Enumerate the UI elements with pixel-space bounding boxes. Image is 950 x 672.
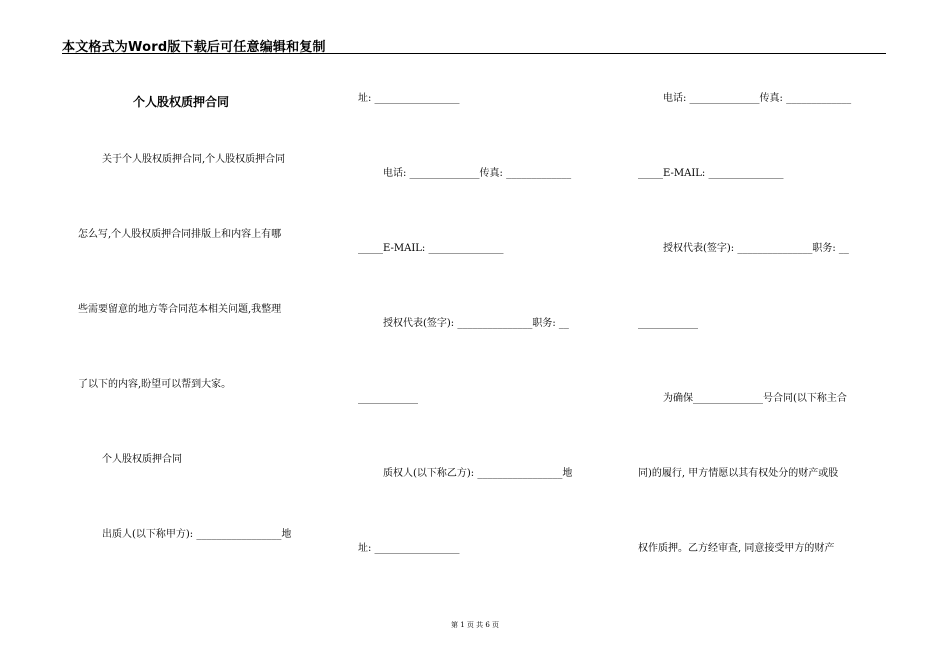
paragraph-line: 同)的履行, 甲方情愿以其有权处分的财产或股 bbox=[638, 468, 839, 479]
phone-fax-line: 电话: ______________传真: _____________ bbox=[663, 93, 852, 104]
paragraph-line: 出质人(以下称甲方): _________________地 bbox=[102, 529, 292, 540]
email-line: _____E-MAIL: _______________ bbox=[638, 168, 784, 179]
paragraph-line: 了以下的内容,盼望可以帮到大家。 bbox=[78, 379, 232, 390]
blank-line: ____________ bbox=[358, 393, 418, 404]
pledgee-line: 质权人(以下称乙方): _________________地 bbox=[383, 468, 573, 479]
paragraph-line: 关于个人股权质押合同,个人股权质押合同 bbox=[102, 154, 286, 165]
paragraph-line: 些需要留意的地方等合同范本相关问题,我整理 bbox=[78, 304, 282, 315]
paragraph-line: 为确保______________号合同(以下称主合 bbox=[663, 393, 847, 404]
address-line: 址: _________________ bbox=[358, 543, 460, 554]
signature-line: 授权代表(签字): _______________职务: __ bbox=[663, 243, 849, 254]
page-number: 第 1 页 共 6 页 bbox=[450, 621, 500, 629]
document-title: 个人股权质押合同 bbox=[133, 95, 230, 109]
blank-line: ____________ bbox=[638, 318, 698, 329]
page-header bbox=[62, 34, 886, 54]
paragraph-line: 怎么写,个人股权质押合同排版上和内容上有哪 bbox=[78, 229, 282, 240]
phone-fax-line: 电话: ______________传真: _____________ bbox=[383, 168, 572, 179]
signature-line: 授权代表(签字): _______________职务: __ bbox=[383, 318, 569, 329]
address-line: 址: _________________ bbox=[358, 93, 460, 104]
section-heading: 个人股权质押合同 bbox=[102, 454, 182, 465]
email-line: _____E-MAIL: _______________ bbox=[358, 243, 504, 254]
header-text: 本文格式为Word版下载后可任意编辑和复制 bbox=[62, 40, 326, 55]
paragraph-line: 权作质押。乙方经审查, 同意接受甲方的财产 bbox=[638, 543, 835, 554]
